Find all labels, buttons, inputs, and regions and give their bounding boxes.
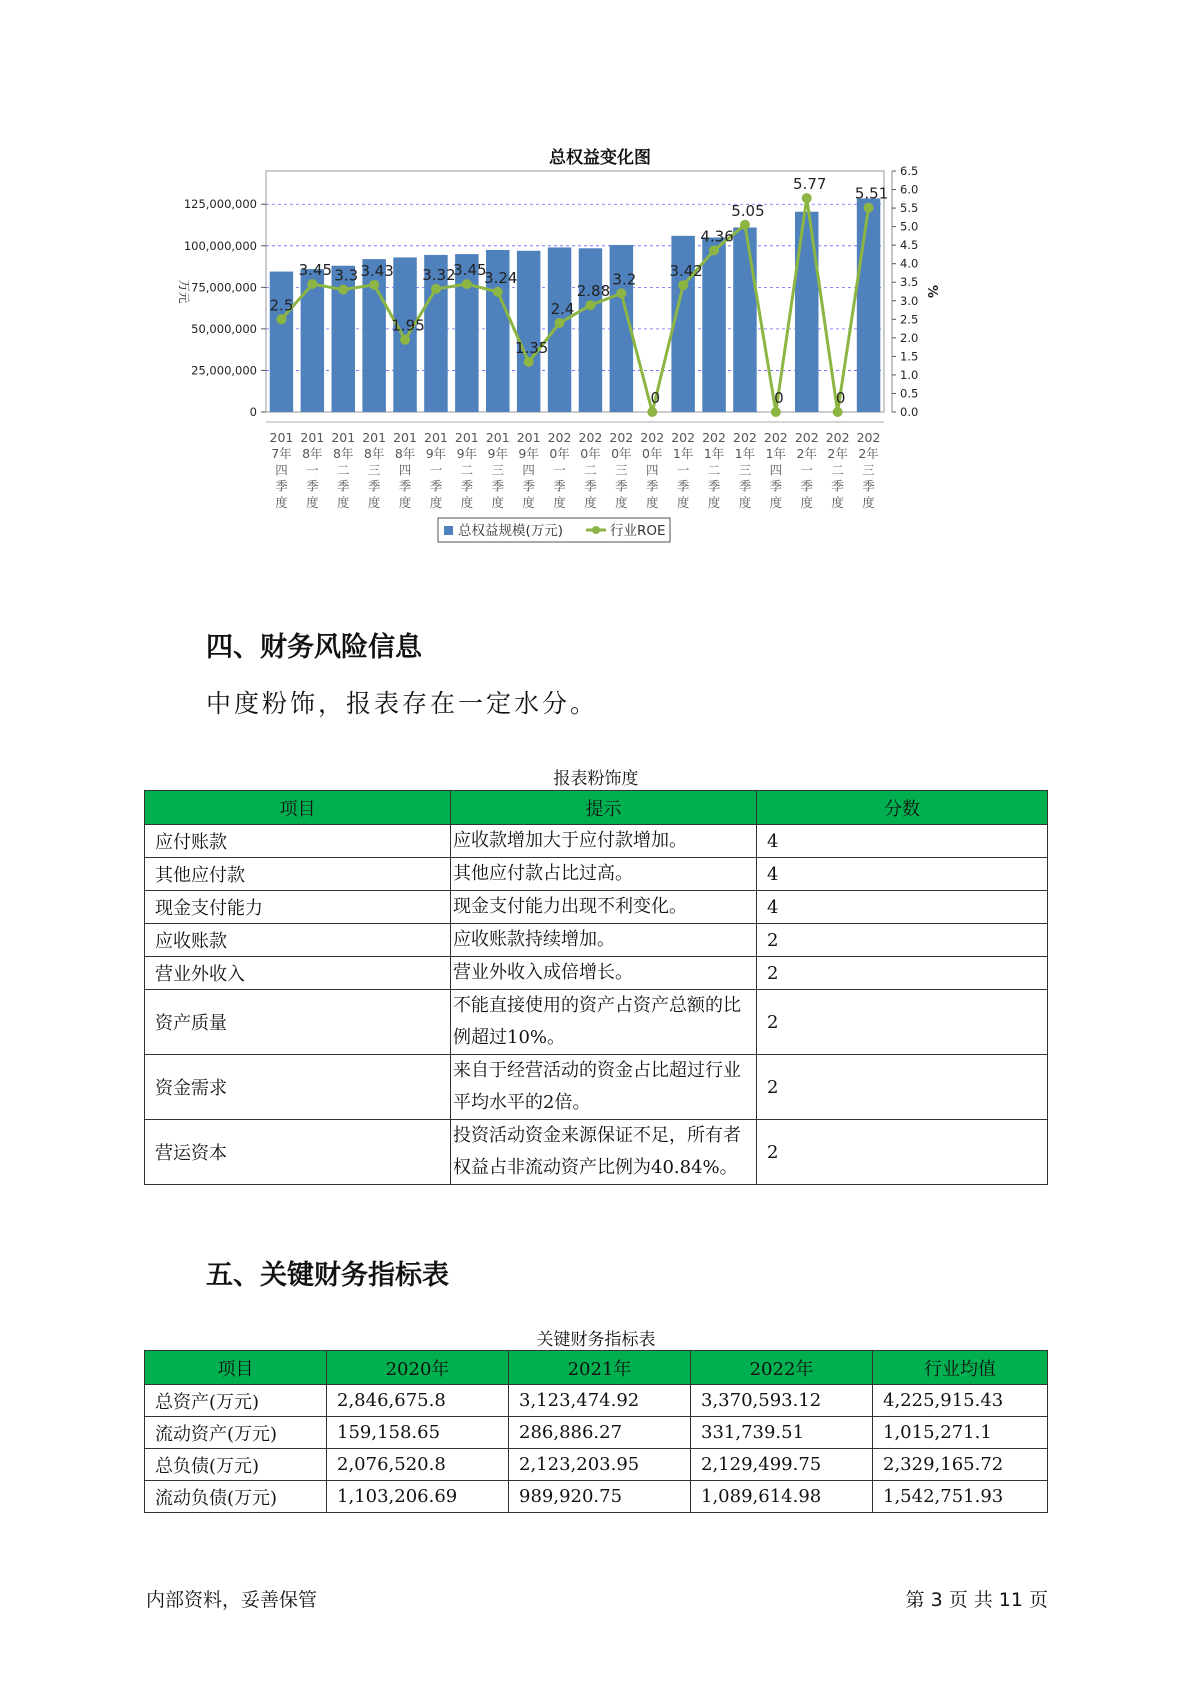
kpi-value-cell: 3,123,474.92 [509,1385,691,1417]
risk-score-cell: 2 [757,924,1048,957]
section4-heading: 四、财务风险信息 [206,632,422,663]
risk-score-cell: 2 [757,1055,1048,1120]
legend-bar-swatch [444,526,453,535]
roe-point [524,357,534,367]
section5-heading: 五、关键财务指标表 [206,1260,449,1291]
equity-bar [517,251,540,412]
y-right-tick-label: 4.0 [900,256,919,271]
roe-data-label: 3.24 [484,268,518,287]
kpi-header-item: 项目 [145,1351,327,1385]
x-tick-label: 202 0年四季度 [640,430,665,510]
risk-score-cell: 4 [757,891,1048,924]
risk-score-cell: 2 [757,1120,1048,1185]
y-right-tick-label: 2.0 [900,330,919,345]
kpi-table-row [145,1481,1048,1513]
x-tick-label: 201 9年二季度 [454,430,479,510]
roe-data-label: 3.2 [612,270,637,289]
y-right-axis-label: % [924,284,939,299]
risk-table-caption: 报表粉饰度 [553,769,639,789]
footer-page-number: 第 3 页 共 11 页 [905,1589,1048,1611]
x-tick-label: 201 8年四季度 [393,430,417,510]
kpi-value-cell: 331,739.51 [691,1417,873,1449]
equity-bar [795,212,818,412]
risk-score-cell: 4 [757,858,1048,891]
roe-data-label: 2.88 [576,282,611,301]
x-tick-label: 202 0年一季度 [547,430,572,510]
risk-item-cell: 应付账款 [145,825,451,858]
x-tick-label: 202 1年一季度 [671,430,696,510]
roe-data-label: 1.35 [514,338,549,357]
y-right-tick-label: 3.5 [900,275,919,290]
legend-bar-label: 总权益规模(万元) [458,523,564,539]
roe-data-label: 5.05 [731,201,765,220]
kpi-value-cell: 1,542,751.93 [873,1481,1048,1513]
y-right-tick-label: 6.5 [900,164,919,178]
roe-point [616,288,626,298]
roe-point [431,284,441,294]
risk-score-cell: 2 [757,990,1048,1055]
equity-bar [301,269,324,412]
equity-chart-svg [170,135,1030,595]
kpi-header-industry: 行业均值 [873,1351,1048,1385]
y-left-tick-label: 100,000,000 [183,238,257,253]
roe-point [833,407,843,417]
risk-table-row [145,825,1048,858]
roe-point [678,280,688,290]
kpi-value-cell: 2,076,520.8 [327,1449,509,1481]
legend-line-marker [592,526,600,534]
header-item: 项目 [145,791,451,825]
risk-table-row [145,1055,1048,1120]
roe-point [493,287,503,297]
y-left-tick-label: 0 [249,405,257,419]
y-right-tick-label: 5.5 [900,201,919,216]
kpi-item-cell: 总负债(万元) [145,1449,327,1481]
kpi-item-cell: 流动资产(万元) [145,1417,327,1449]
roe-point [585,300,595,310]
risk-score-cell: 4 [757,825,1048,858]
risk-table-row [145,924,1048,957]
y-right-tick-label: 0.0 [900,405,919,419]
y-right-tick-label: 2.5 [900,312,919,327]
equity-bar [702,237,725,412]
legend-line-label: 行业ROE [610,523,666,539]
risk-table [144,790,1048,1185]
kpi-value-cell: 286,886.27 [509,1417,691,1449]
kpi-value-cell: 2,129,499.75 [691,1449,873,1481]
roe-data-label: 3.45 [298,261,333,280]
kpi-table [144,1350,1048,1513]
x-tick-label: 202 2年一季度 [794,430,819,510]
roe-data-label: 3.32 [422,265,456,284]
risk-tip-cell: 应收账款持续增加。 [451,924,757,957]
kpi-value-cell: 2,329,165.72 [873,1449,1048,1481]
roe-data-label: 5.51 [854,184,889,203]
roe-point [647,407,657,417]
roe-point [802,193,812,203]
risk-table-row [145,1120,1048,1185]
risk-tip-cell: 现金支付能力出现不利变化。 [451,891,757,924]
equity-chart [170,135,1030,595]
x-tick-label: 202 1年四季度 [763,430,788,510]
roe-point [709,245,719,255]
kpi-value-cell: 3,370,593.12 [691,1385,873,1417]
equity-bar [270,272,293,412]
kpi-item-cell: 流动负债(万元) [145,1481,327,1513]
risk-score-cell: 2 [757,957,1048,990]
risk-item-cell: 营运资本 [145,1120,451,1185]
kpi-value-cell: 2,123,203.95 [509,1449,691,1481]
risk-summary: 中度粉饰，报表存在一定水分。 [206,689,599,718]
header-tip: 提示 [451,791,757,825]
roe-point [555,318,565,328]
roe-point [338,285,348,295]
kpi-table-caption: 关键财务指标表 [536,1330,656,1350]
roe-point [276,314,286,324]
roe-data-label: 2.4 [550,300,575,319]
risk-tip-cell: 投资活动资金来源保证不足，所有者权益占非流动资产比例为40.84%。 [451,1120,757,1185]
plot-area [266,171,884,412]
roe-point [740,220,750,230]
x-tick-label: 202 2年二季度 [825,430,850,510]
y-right-tick-label: 6.0 [900,182,919,197]
risk-item-cell: 资金需求 [145,1055,451,1120]
risk-tip-cell: 应收款增加大于应付款增加。 [451,825,757,858]
x-tick-label: 202 0年三季度 [609,430,634,510]
roe-point [307,279,317,289]
header-score: 分数 [757,791,1048,825]
roe-point [400,335,410,345]
y-left-tick-label: 75,000,000 [191,280,257,295]
kpi-item-cell: 总资产(万元) [145,1385,327,1417]
risk-table-row [145,891,1048,924]
kpi-header-2022: 2022年 [691,1351,873,1385]
roe-data-label: 0 [835,389,846,407]
risk-item-cell: 资产质量 [145,990,451,1055]
risk-item-cell: 应收账款 [145,924,451,957]
roe-point [864,203,874,213]
y-left-tick-label: 125,000,000 [183,197,257,212]
kpi-value-cell: 1,089,614.98 [691,1481,873,1513]
x-tick-label: 201 8年三季度 [362,430,387,510]
risk-table-header [145,791,1048,825]
risk-tip-cell: 营业外收入成倍增长。 [451,957,757,990]
equity-bar [579,248,602,412]
risk-table-row [145,957,1048,990]
risk-item-cell: 其他应付款 [145,858,451,891]
roe-data-label: 3.43 [360,261,394,280]
x-tick-label: 201 9年四季度 [516,430,541,510]
roe-point [771,407,781,417]
kpi-value-cell: 989,920.75 [509,1481,691,1513]
roe-data-label: 4.36 [700,227,734,246]
kpi-value-cell: 2,846,675.8 [327,1385,509,1417]
y-left-tick-label: 25,000,000 [191,363,257,378]
roe-data-label: 3.3 [334,266,359,285]
equity-bar [733,228,756,412]
y-right-tick-label: 0.5 [900,386,919,401]
y-right-tick-label: 1.5 [900,349,919,364]
y-right-tick-label: 1.0 [900,367,919,382]
risk-table-row [145,990,1048,1055]
risk-tip-cell: 不能直接使用的资产占资产总额的比例超过10%。 [451,990,757,1055]
roe-data-label: 2.5 [269,296,294,315]
y-right-tick-label: 4.5 [900,238,919,253]
equity-bar [857,198,880,412]
kpi-table-header [145,1351,1048,1385]
roe-point [462,279,472,289]
risk-tip-cell: 来自于经营活动的资金占比超过行业平均水平的2倍。 [451,1055,757,1120]
kpi-value-cell: 1,015,271.1 [873,1417,1048,1449]
x-tick-label: 202 2年三季度 [856,430,881,510]
y-left-tick-label: 50,000,000 [191,321,257,336]
roe-data-label: 3.42 [669,262,703,281]
y-right-tick-label: 3.0 [900,293,919,308]
kpi-value-cell: 1,103,206.69 [327,1481,509,1513]
risk-tip-cell: 其他应付款占比过高。 [451,858,757,891]
roe-data-label: 5.77 [793,175,827,194]
kpi-header-2020: 2020年 [327,1351,509,1385]
x-tick-label: 201 7年四季度 [269,430,294,510]
x-tick-label: 201 8年二季度 [331,430,356,510]
roe-point [369,280,379,290]
chart-title: 总权益变化图 [549,148,651,168]
kpi-header-2021: 2021年 [509,1351,691,1385]
risk-item-cell: 现金支付能力 [145,891,451,924]
kpi-value-cell: 159,158.65 [327,1417,509,1449]
x-tick-label: 202 1年三季度 [733,430,757,510]
risk-item-cell: 营业外收入 [145,957,451,990]
x-tick-label: 201 9年三季度 [485,430,510,510]
x-tick-label: 202 0年二季度 [578,430,603,510]
footer-left: 内部资料，妥善保管 [146,1589,318,1611]
kpi-table-row [145,1385,1048,1417]
risk-table-row [145,858,1048,891]
roe-data-label: 1.95 [391,316,425,335]
roe-data-label: 0 [774,389,784,407]
kpi-value-cell: 4,225,915.43 [873,1385,1048,1417]
x-tick-label: 202 1年二季度 [702,430,726,510]
roe-data-label: 0 [650,389,661,407]
equity-bar [548,247,571,412]
y-right-tick-label: 5.0 [900,219,919,234]
kpi-table-row [145,1449,1048,1481]
x-tick-label: 201 8年一季度 [300,430,325,510]
y-left-axis-label: 万元 [177,279,191,304]
x-tick-label: 201 9年一季度 [424,430,448,510]
kpi-table-row [145,1417,1048,1449]
roe-data-label: 3.45 [453,261,487,280]
